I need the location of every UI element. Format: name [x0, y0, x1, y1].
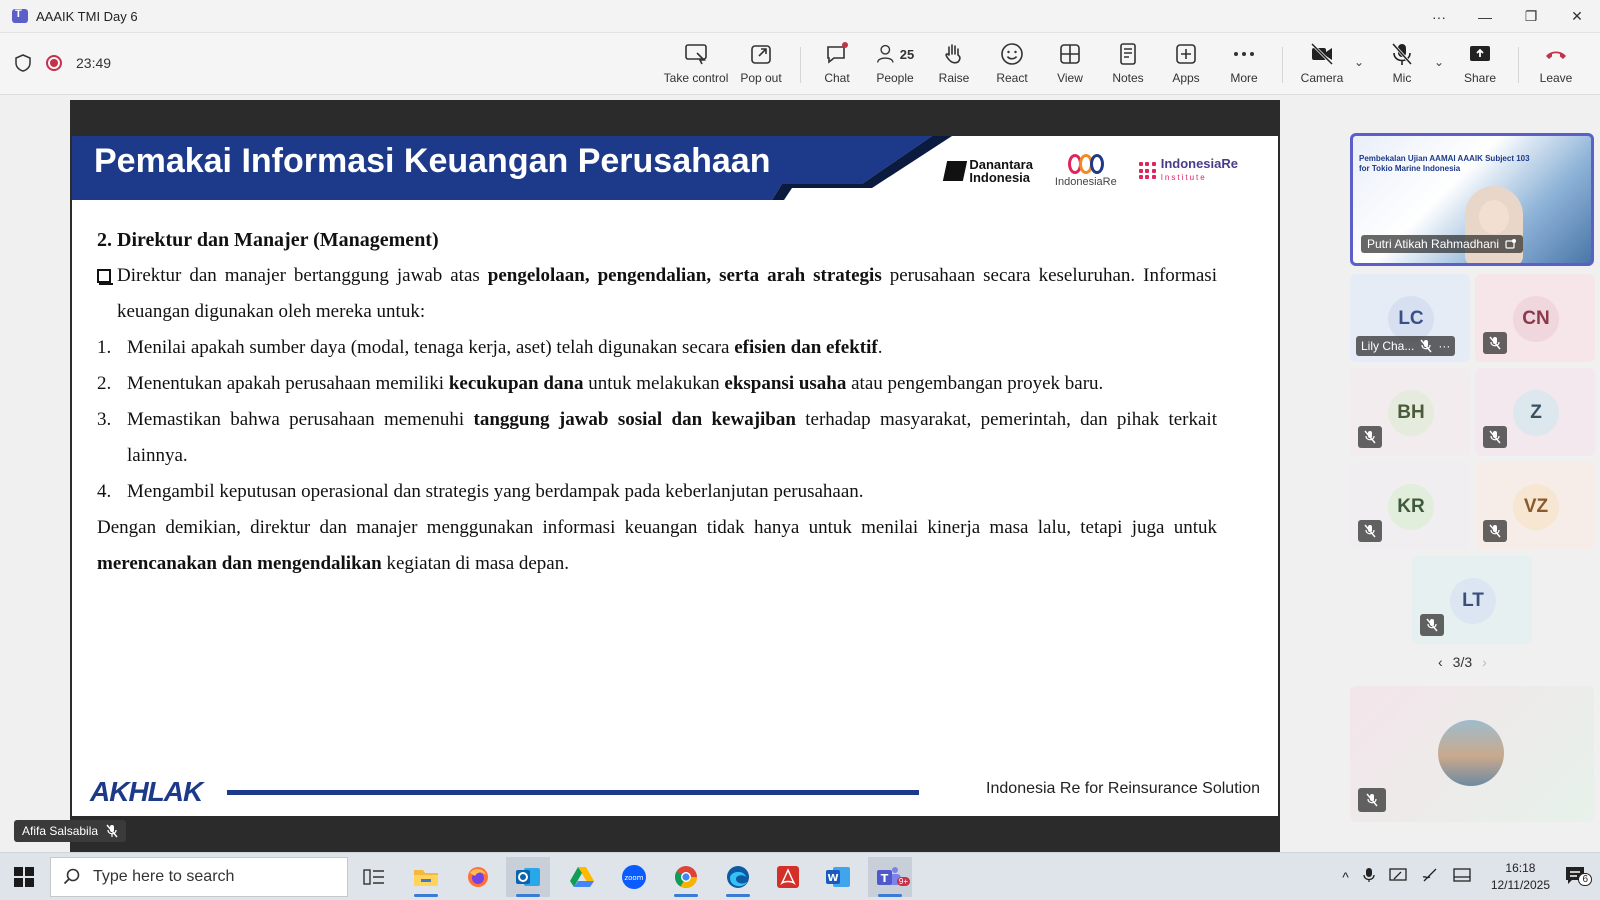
rings-icon: [1068, 154, 1104, 174]
participant-tile[interactable]: [1350, 462, 1470, 550]
people-icon: [876, 41, 898, 67]
pop-out-label: Pop out: [740, 71, 782, 85]
chat-button[interactable]: [805, 41, 869, 89]
svg-text:zoom: zoom: [624, 874, 644, 882]
maximize-button[interactable]: ❐: [1524, 8, 1538, 24]
close-button[interactable]: ✕: [1571, 8, 1583, 24]
take-control-button[interactable]: [664, 41, 728, 89]
taskbar-search[interactable]: [50, 857, 348, 897]
camera-label: Camera: [1300, 71, 1344, 85]
window-title: AAAIK TMI Day 6: [36, 8, 138, 24]
avatar: BH: [1388, 390, 1434, 436]
shield-icon[interactable]: [14, 53, 32, 73]
mic-off-icon: [1483, 520, 1507, 542]
view-button[interactable]: [1038, 41, 1102, 89]
footer-tagline: Indonesia Re for Reinsurance Solution: [986, 780, 1260, 797]
featured-slide-title: Pembekalan Ujian AAMAI AAAIK Subject 103 for Tokio Marine Indonesia: [1359, 154, 1530, 173]
add-apps-icon: [1173, 41, 1199, 67]
react-button[interactable]: [980, 41, 1044, 89]
edge-icon[interactable]: [716, 857, 760, 897]
chat-icon: [824, 41, 850, 67]
screen-share-icon[interactable]: [1389, 867, 1407, 888]
pen-icon[interactable]: [1421, 867, 1439, 888]
chevron-left-icon[interactable]: ‹: [1438, 654, 1443, 670]
title-bar: [0, 0, 1600, 33]
list-item: 2. Menentukan apakah perusahaan memiliki kecukupan dana untuk melakukan ekspansi usaha atau pengembangan proyek baru.: [97, 373, 1104, 394]
dots-icon: [1139, 162, 1157, 180]
featured-name: Putri Atikah Rahmadhani: [1367, 237, 1500, 251]
minimize-button[interactable]: —: [1478, 8, 1492, 25]
indonesia-re-institute-logo: [1139, 157, 1238, 185]
camera-off-icon: [1309, 41, 1335, 67]
presenter-name-tag: [14, 820, 126, 842]
mic-off-icon: [106, 824, 118, 838]
mic-off-icon: [1389, 41, 1415, 67]
featured-name-chip: [1361, 235, 1523, 253]
search-placeholder: Type here to search: [93, 868, 235, 885]
people-count: 25: [899, 46, 915, 62]
teams-icon[interactable]: [868, 857, 912, 897]
footer-line: [227, 790, 919, 795]
file-explorer-icon[interactable]: [404, 857, 448, 897]
list-item: 3. Memastikan bahwa perusahaan memenuhi tanggung jawab sosial dan kewajiban terhadap masyarakat, pemerintah, dan pihak terkait lainnya.: [97, 409, 1217, 466]
window-controls: [1416, 0, 1600, 33]
svg-text:T: T: [880, 872, 889, 885]
word-icon[interactable]: [816, 857, 860, 897]
share-button[interactable]: [1448, 41, 1512, 89]
indonesia-re-logo: [1055, 154, 1117, 188]
taskbar-clock[interactable]: [1491, 860, 1550, 894]
danantara-line2: Indonesia: [969, 170, 1031, 185]
sponsor-logos: [945, 154, 1238, 188]
hang-up-icon: [1543, 41, 1569, 67]
call-timer: 23:49: [76, 55, 112, 71]
mic-off-icon: [1420, 614, 1444, 636]
firefox-icon[interactable]: [456, 857, 500, 897]
avatar: CN: [1513, 296, 1559, 342]
apps-label: Apps: [1172, 71, 1200, 85]
google-drive-icon[interactable]: [560, 857, 604, 897]
windows-taskbar: [0, 852, 1600, 900]
mic-off-icon: [1358, 520, 1382, 542]
notification-count: 6: [1578, 873, 1592, 886]
more-button[interactable]: [1212, 41, 1276, 89]
avatar: VZ: [1513, 484, 1559, 530]
avatar: LC: [1388, 296, 1434, 342]
self-video-tile[interactable]: [1350, 686, 1594, 822]
slide-footer: [72, 772, 1278, 816]
people-button[interactable]: [863, 41, 927, 89]
raise-hand-button[interactable]: [922, 41, 986, 89]
smiley-icon: [999, 41, 1025, 67]
notes-icon: [1115, 41, 1141, 67]
system-tray: [1342, 853, 1600, 900]
toolbar-divider: [1282, 47, 1283, 83]
ellipsis-icon: [1231, 41, 1257, 67]
slide-heading: 2. Direktur dan Manajer (Management): [97, 229, 439, 251]
danantara-line1: Danantara: [969, 157, 1033, 172]
view-label: View: [1057, 71, 1083, 85]
danantara-mark-icon: [943, 161, 967, 181]
participant-tile[interactable]: [1350, 368, 1470, 456]
slide-body: [97, 222, 1217, 582]
chrome-icon[interactable]: [664, 857, 708, 897]
windows-start-icon[interactable]: [14, 867, 34, 887]
participant-name-chip: [1356, 336, 1455, 356]
teams-logo-icon: [12, 9, 28, 23]
grid-view-icon: [1057, 41, 1083, 67]
mic-options-chevron-icon[interactable]: ⌄: [1434, 55, 1445, 69]
toolbar-divider: [1518, 47, 1519, 83]
share-screen-icon: [1467, 41, 1493, 67]
participant-tile[interactable]: [1412, 556, 1532, 644]
camera-button[interactable]: [1290, 41, 1354, 89]
participant-name: Lily Cha...: [1361, 339, 1415, 353]
camera-options-chevron-icon[interactable]: ⌄: [1354, 55, 1365, 69]
mic-off-icon: [1420, 339, 1432, 353]
chevron-right-icon[interactable]: ›: [1482, 654, 1487, 670]
chevron-up-icon[interactable]: ^: [1342, 869, 1349, 885]
avatar: KR: [1388, 484, 1434, 530]
notes-button[interactable]: [1096, 41, 1160, 89]
more-options-icon[interactable]: ···: [1432, 8, 1446, 25]
search-icon: [63, 868, 81, 886]
avatar: Z: [1513, 390, 1559, 436]
adobe-acrobat-icon[interactable]: [766, 857, 810, 897]
akhlak-logo: AKHLAK: [90, 776, 203, 807]
danantara-logo: [945, 158, 1033, 184]
list-item: 1. Menilai apakah sumber daya (modal, tenaga kerja, aset) telah digunakan secara efisien dan efektif.: [97, 337, 883, 358]
indonesia-re-text: IndonesiaRe: [1054, 176, 1117, 188]
svg-text:W: W: [827, 873, 839, 884]
apps-button[interactable]: [1154, 41, 1218, 89]
iri-name: IndonesiaRe: [1160, 156, 1238, 171]
participant-tile[interactable]: [1475, 462, 1595, 550]
clock-date: 12/11/2025: [1490, 878, 1550, 892]
mic-off-icon: [1358, 426, 1382, 448]
presenter-name: Afifa Salsabila: [22, 824, 99, 838]
mic-off-icon: [1358, 788, 1386, 812]
zoom-icon[interactable]: [612, 857, 656, 897]
toolbar-divider: [800, 47, 801, 83]
mic-label: Mic: [1392, 71, 1412, 85]
list-item: 4. Mengambil keputusan operasional dan strategis yang berdampak pada keberlanjutan perusahaan.: [97, 481, 864, 502]
pin-icon: [1505, 238, 1517, 250]
share-label: Share: [1463, 71, 1497, 85]
keyboard-icon[interactable]: [1453, 868, 1471, 887]
participant-tile[interactable]: [1475, 368, 1595, 456]
avatar: LT: [1450, 578, 1496, 624]
chat-label: Chat: [824, 71, 850, 85]
react-label: React: [996, 71, 1028, 85]
avatar: [1438, 720, 1504, 786]
notifications-icon[interactable]: [1564, 865, 1586, 890]
conclusion: Dengan demikian, direktur dan manajer menggunakan informasi keuangan tidak hanya untuk menilai kinerja masa lalu, tetapi juga untuk merencanakan dan mengendalikan kegiatan di masa depan.: [97, 517, 1217, 574]
outlook-icon[interactable]: [506, 857, 550, 897]
meeting-status: [14, 53, 111, 73]
task-view-icon[interactable]: [352, 857, 396, 897]
clock-time: 16:18: [1505, 861, 1536, 875]
mic-button[interactable]: [1370, 41, 1434, 89]
pop-out-icon: [748, 41, 774, 67]
page-indicator: 3/3: [1452, 654, 1473, 670]
pop-out-button[interactable]: [729, 41, 793, 89]
leave-label: Leave: [1539, 71, 1573, 85]
shared-screen: [70, 100, 1280, 852]
featured-video-tile[interactable]: [1350, 133, 1594, 266]
mic-off-icon: [1483, 426, 1507, 448]
iri-sub: Institute: [1160, 173, 1207, 182]
intro-bullet: Direktur dan manajer bertanggung jawab atas pengelolaan, pengendalian, serta arah strategis perusahaan secara keseluruhan. Informasi keuangan digunakan oleh mereka untuk:: [97, 258, 1217, 330]
microphone-icon[interactable]: [1363, 867, 1375, 888]
teams-badge: 9+: [898, 877, 908, 886]
take-control-icon: [683, 41, 709, 67]
more-options-icon[interactable]: ···: [1438, 339, 1451, 353]
participant-video: [1465, 186, 1523, 266]
recording-icon: [46, 55, 62, 71]
raise-label: Raise: [938, 71, 970, 85]
meeting-toolbar: [0, 33, 1600, 95]
checkbox-bullet-icon: [97, 269, 111, 283]
notes-label: Notes: [1112, 71, 1144, 85]
people-label: People: [876, 71, 914, 85]
take-control-label: Take control: [663, 71, 729, 85]
raise-hand-icon: [941, 41, 967, 67]
presentation-slide: [72, 136, 1278, 816]
participant-tile[interactable]: [1350, 274, 1470, 362]
leave-button[interactable]: [1524, 41, 1588, 89]
participant-tile[interactable]: [1475, 274, 1595, 362]
gallery-pager: [1438, 654, 1487, 670]
more-label: More: [1230, 71, 1258, 85]
mic-off-icon: [1483, 332, 1507, 354]
slide-title: Pemakai Informasi Keuangan Perusahaan: [94, 142, 771, 180]
